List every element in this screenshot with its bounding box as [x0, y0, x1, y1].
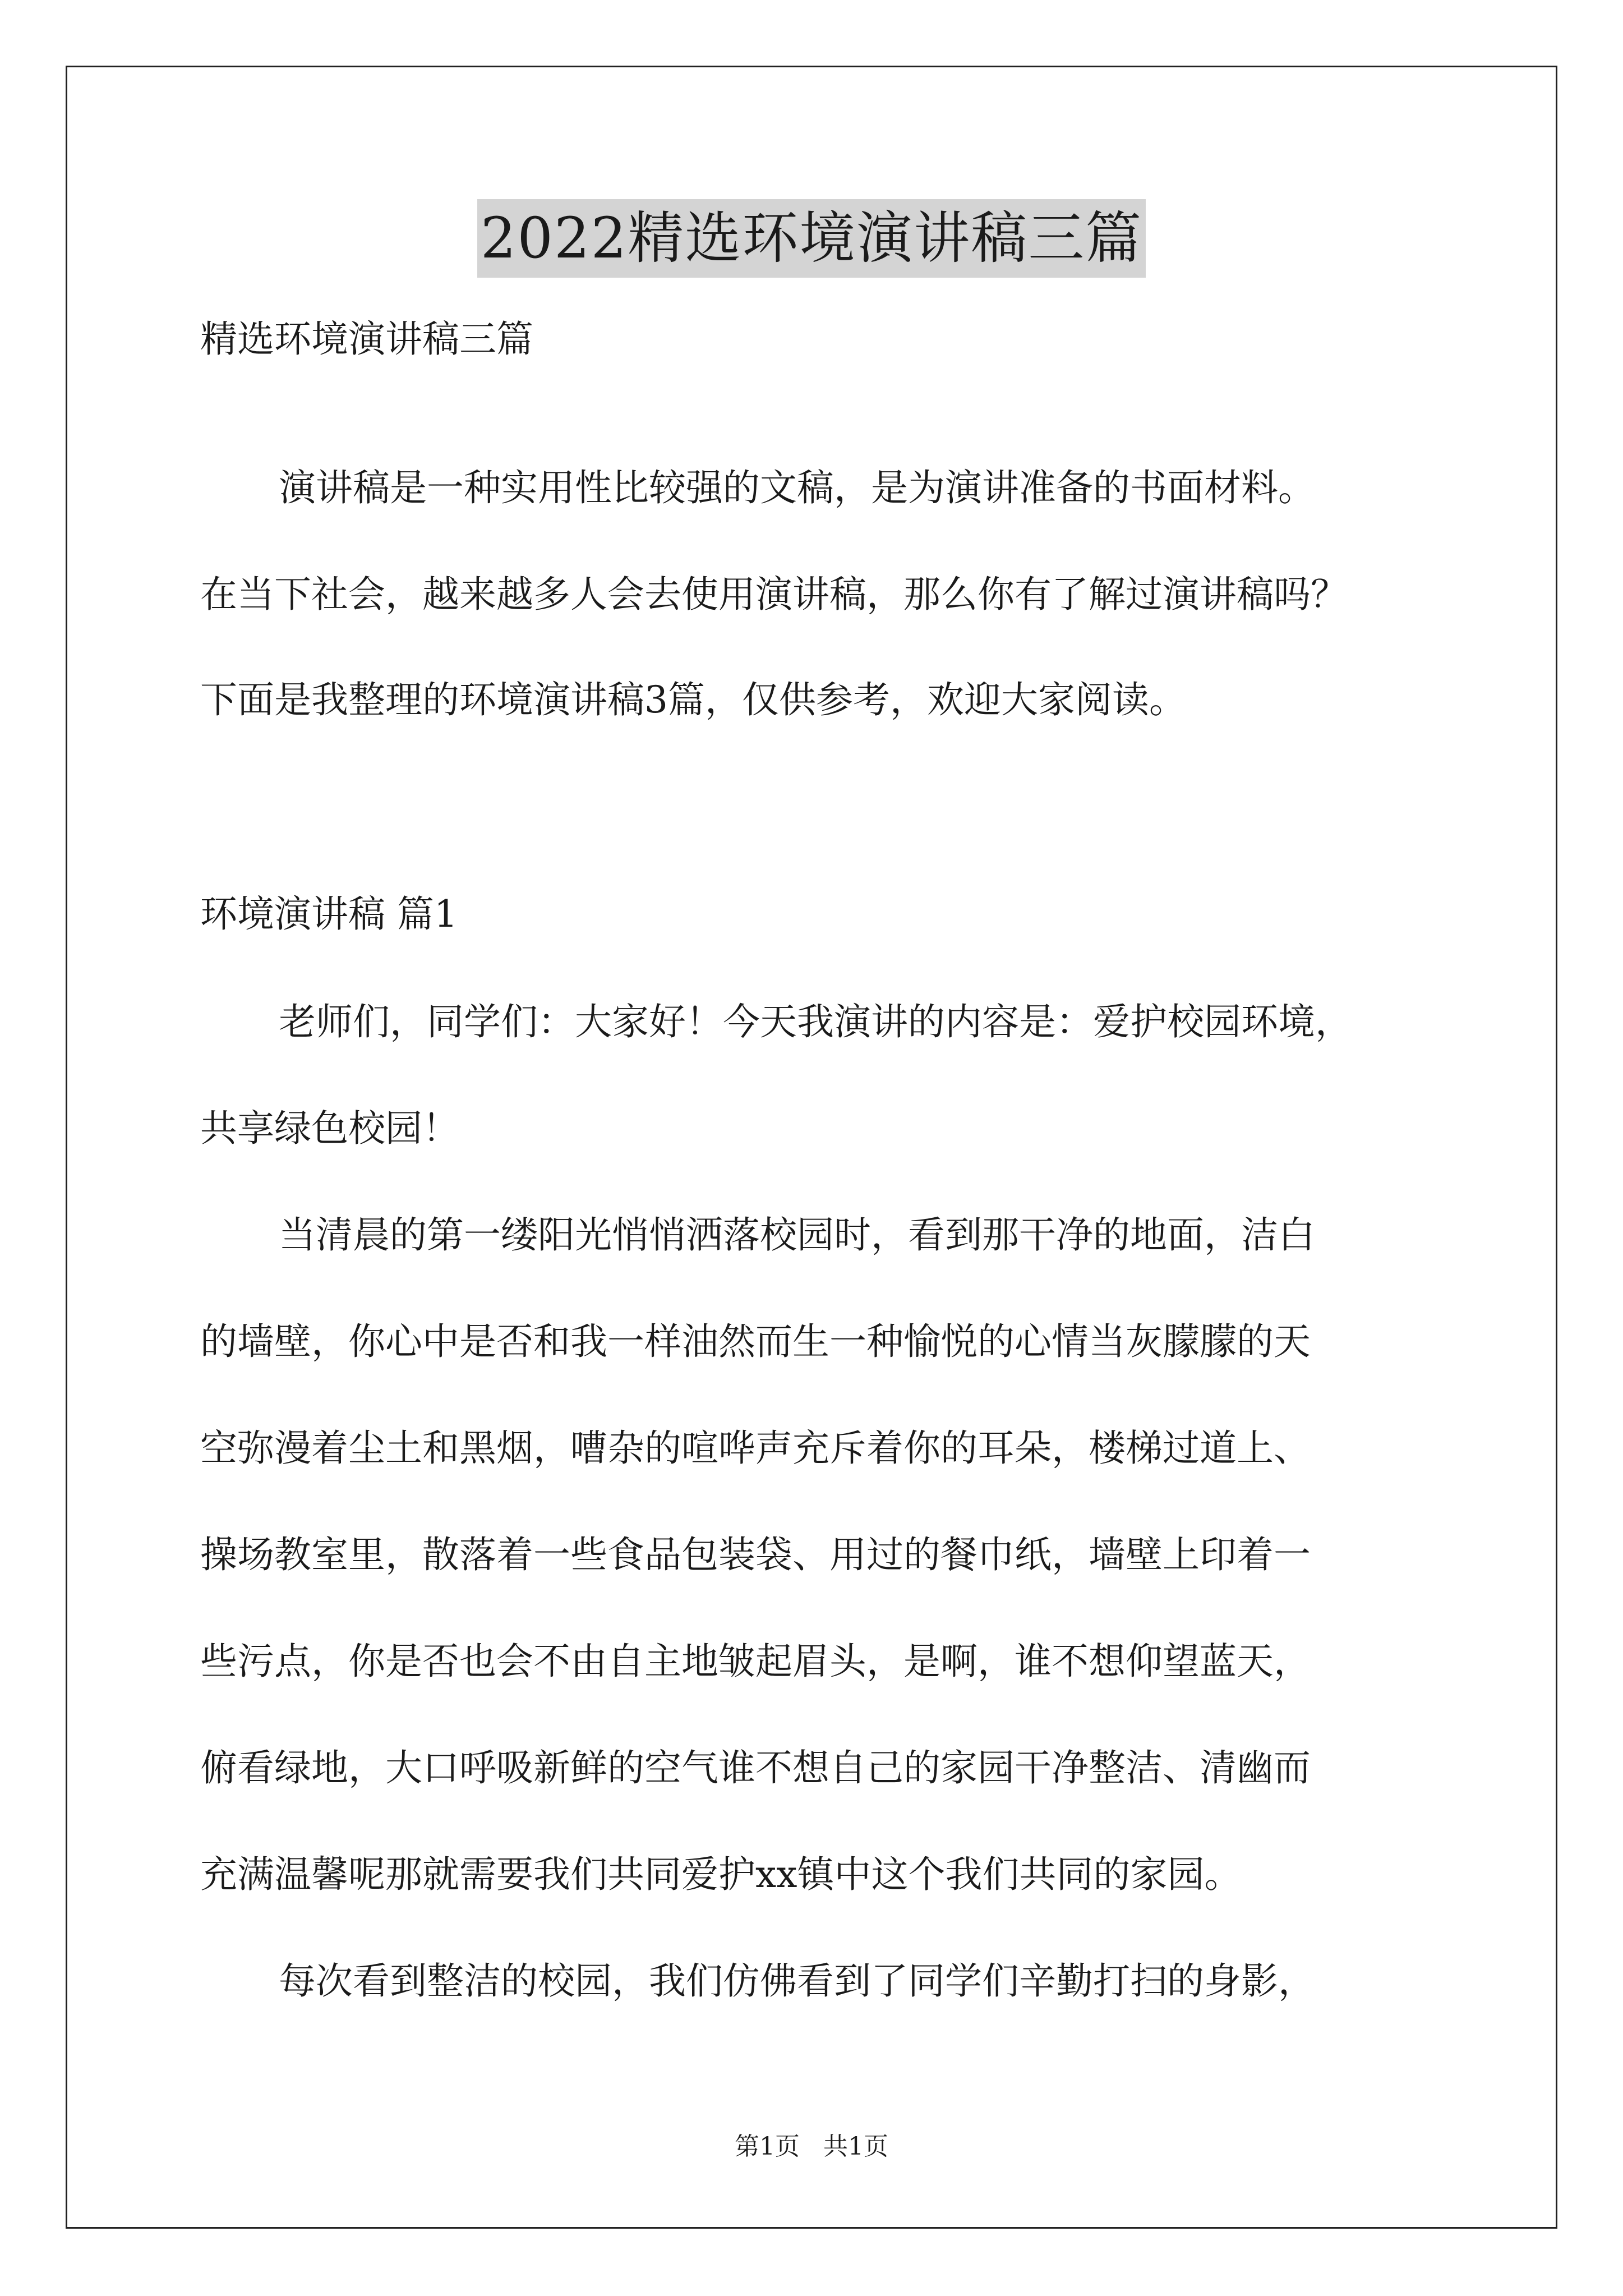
body-line-6: 操场教室里，散落着一些食品包装袋、用过的餐巾纸，墙壁上印着一 — [200, 1533, 1311, 1576]
intro-line-2: 在当下社会，越来越多人会去使用演讲稿，那么你有了解过演讲稿吗？ — [200, 573, 1348, 616]
body-line-3: 当清晨的第一缕阳光悄悄洒落校园时，看到那干净的地面，洁白 — [279, 1213, 1315, 1257]
body-line-9: 充满温馨呢那就需要我们共同爱护xx镇中这个我们共同的家园。 — [200, 1853, 1242, 1896]
body-line-2: 共享绿色校园！ — [200, 1107, 459, 1150]
intro-line-1: 演讲稿是一种实用性比较强的文稿，是为演讲准备的书面材料。 — [279, 466, 1315, 509]
body-line-5: 空弥漫着尘土和黑烟，嘈杂的喧哗声充斥着你的耳朵，楼梯过道上、 — [200, 1427, 1311, 1470]
body-line-7: 些污点，你是否也会不由自主地皱起眉头，是啊，谁不想仰望蓝天， — [200, 1640, 1311, 1683]
intro-line-3: 下面是我整理的环境演讲稿3篇，仅供参考，欢迎大家阅读。 — [200, 678, 1186, 721]
body-line-1: 老师们，同学们：大家好！今天我演讲的内容是：爱护校园环境， — [279, 1000, 1352, 1043]
body-line-4: 的墙壁，你心中是否和我一样油然而生一种愉悦的心情当灰朦朦的天 — [200, 1320, 1311, 1363]
body-line-10: 每次看到整洁的校园，我们仿佛看到了同学们辛勤打扫的身影， — [279, 1959, 1315, 2003]
document-subtitle: 精选环境演讲稿三篇 — [200, 318, 533, 361]
body-line-8: 俯看绿地，大口呼吸新鲜的空气谁不想自己的家园干净整洁、清幽而 — [200, 1746, 1311, 1789]
title-container — [0, 199, 1623, 278]
document-title: 2022精选环境演讲稿三篇 — [477, 199, 1146, 278]
section-heading: 环境演讲稿 篇1 — [200, 892, 458, 936]
page-footer: 第1页 共1页 — [735, 2132, 888, 2161]
